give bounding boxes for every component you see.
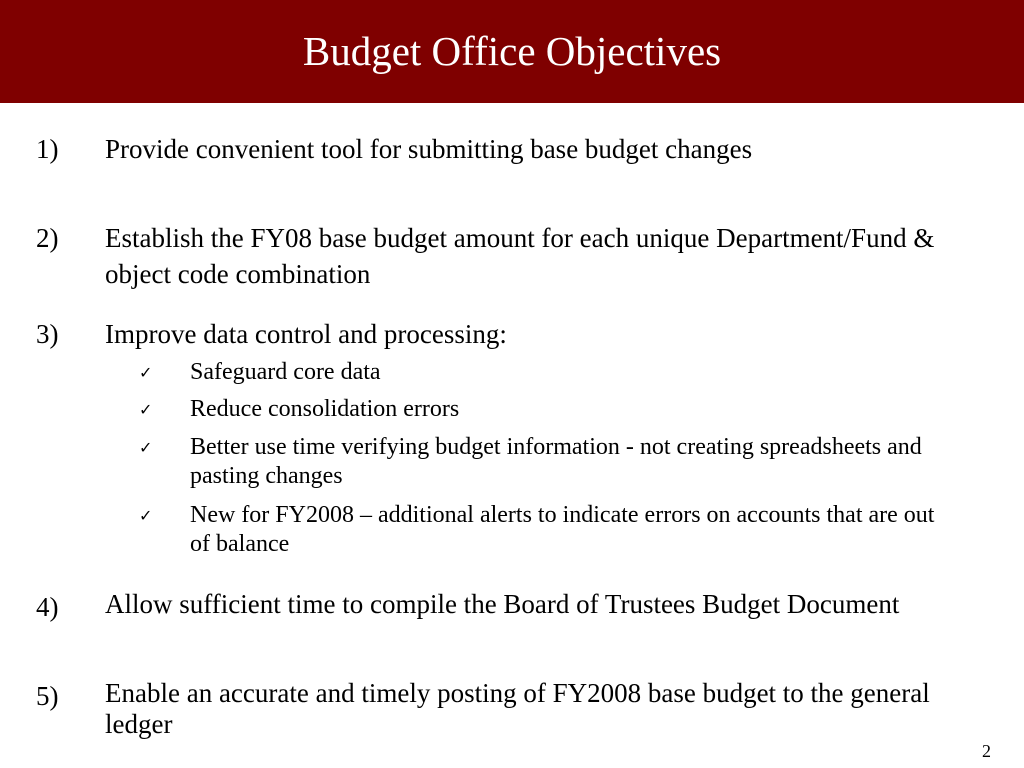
bullet-text: Safeguard core data [190,359,381,385]
checkmark-icon: ✓ [139,400,153,419]
objective-text: Provide convenient tool for submitting base budget changes [105,134,753,164]
objective-number: 5) [36,681,59,711]
checkmark-icon: ✓ [139,438,153,457]
page-number: 2 [982,741,991,761]
objective-number: 4) [36,592,59,622]
objective-text: Improve data control and processing: [105,319,507,349]
checkmark-icon: ✓ [139,506,153,525]
objective-number: 1) [36,134,59,164]
bullet-text: Better use time verifying budget information - not creating spreadsheets and pasting changes [190,434,922,489]
objective-text: Enable an accurate and timely posting of FY2008 base budget to the general ledger [105,678,930,739]
objective-text: Allow sufficient time to compile the Board of Trustees Budget Document [105,589,900,619]
slide-title: Budget Office Objectives [302,28,722,74]
objective-number: 3) [36,319,59,349]
objective-text: Establish the FY08 base budget amount for each unique Department/Fund & object code combination [105,223,935,289]
bullet-text: Reduce consolidation errors [190,396,460,422]
bullet-text: New for FY2008 – additional alerts to indicate errors on accounts that are out of balance [190,502,935,557]
objective-number: 2) [36,223,59,253]
checkmark-icon: ✓ [139,363,153,382]
